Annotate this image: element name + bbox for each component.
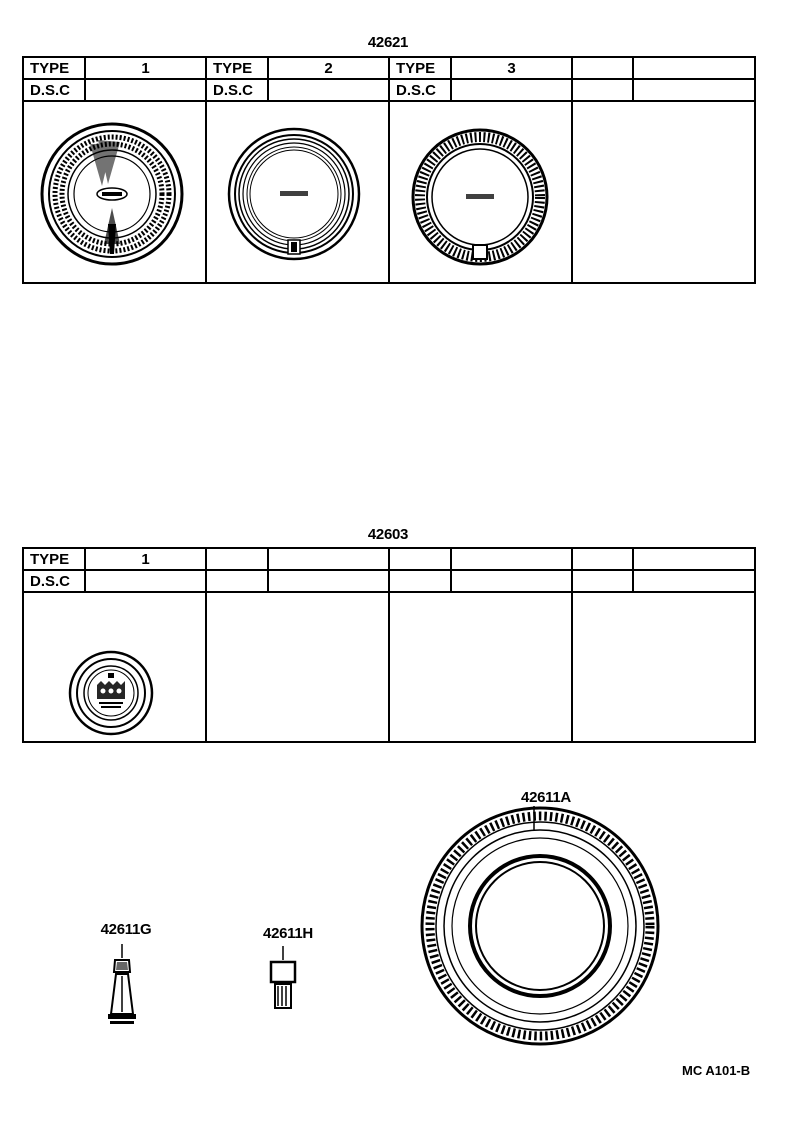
ornament-empty-cell-3 <box>389 592 572 742</box>
ornament-empty-cell-4 <box>572 592 755 742</box>
crown-emblem-icon <box>97 673 125 708</box>
ornament-type-label-3 <box>389 548 451 570</box>
type-value-1: 1 <box>85 57 206 79</box>
wheel-cap-type-1-drawing <box>40 122 184 266</box>
center-ornament-drawing <box>68 650 154 736</box>
wheel-cap-empty-cell <box>572 101 755 283</box>
ornament-type-label: TYPE <box>23 548 85 570</box>
type-value-3: 3 <box>451 57 572 79</box>
wheel-cap-type-3-drawing <box>411 128 549 266</box>
tire-drawing <box>420 806 660 1046</box>
ornament-type-value-2 <box>268 548 389 570</box>
type-label-3: TYPE <box>389 57 451 79</box>
dsc-value-1 <box>85 79 206 101</box>
dsc-label-3: D.S.C <box>389 79 451 101</box>
part-number-42611H: 42611H <box>263 925 313 942</box>
dsc-value-empty <box>633 79 755 101</box>
valve-cap-drawing <box>266 946 300 1012</box>
wheel-cap-type-2-drawing <box>227 127 361 261</box>
ornament-dsc-value-3 <box>451 570 572 592</box>
ornament-dsc-label-2 <box>206 570 268 592</box>
ornament-dsc-label-4 <box>572 570 633 592</box>
ornament-dsc-label: D.S.C <box>23 570 85 592</box>
ornament-empty-cell-2 <box>206 592 389 742</box>
part-number-42611G: 42611G <box>100 921 152 938</box>
ornament-type-value-1: 1 <box>85 548 206 570</box>
dsc-label-empty <box>572 79 633 101</box>
dsc-label-1: D.S.C <box>23 79 85 101</box>
type-value-2: 2 <box>268 57 389 79</box>
ornament-dsc-label-3 <box>389 570 451 592</box>
ornament-type-value-4 <box>633 548 755 570</box>
ornament-dsc-value-2 <box>268 570 389 592</box>
part-number-42603: 42603 <box>367 526 409 543</box>
tire-valve-drawing <box>102 944 142 1028</box>
figure-code: MC A101-B <box>682 1063 751 1078</box>
dsc-value-2 <box>268 79 389 101</box>
type-label-1: TYPE <box>23 57 85 79</box>
dsc-value-3 <box>451 79 572 101</box>
part-number-42621: 42621 <box>367 34 409 51</box>
ornament-type-label-2 <box>206 548 268 570</box>
type-value-empty <box>633 57 755 79</box>
dsc-label-2: D.S.C <box>206 79 268 101</box>
ornament-type-label-4 <box>572 548 633 570</box>
part-number-42611A: 42611A <box>521 789 571 806</box>
ornament-dsc-value-4 <box>633 570 755 592</box>
type-label-empty <box>572 57 633 79</box>
ornament-type-value-3 <box>451 548 572 570</box>
ornament-dsc-value-1 <box>85 570 206 592</box>
type-label-2: TYPE <box>206 57 268 79</box>
